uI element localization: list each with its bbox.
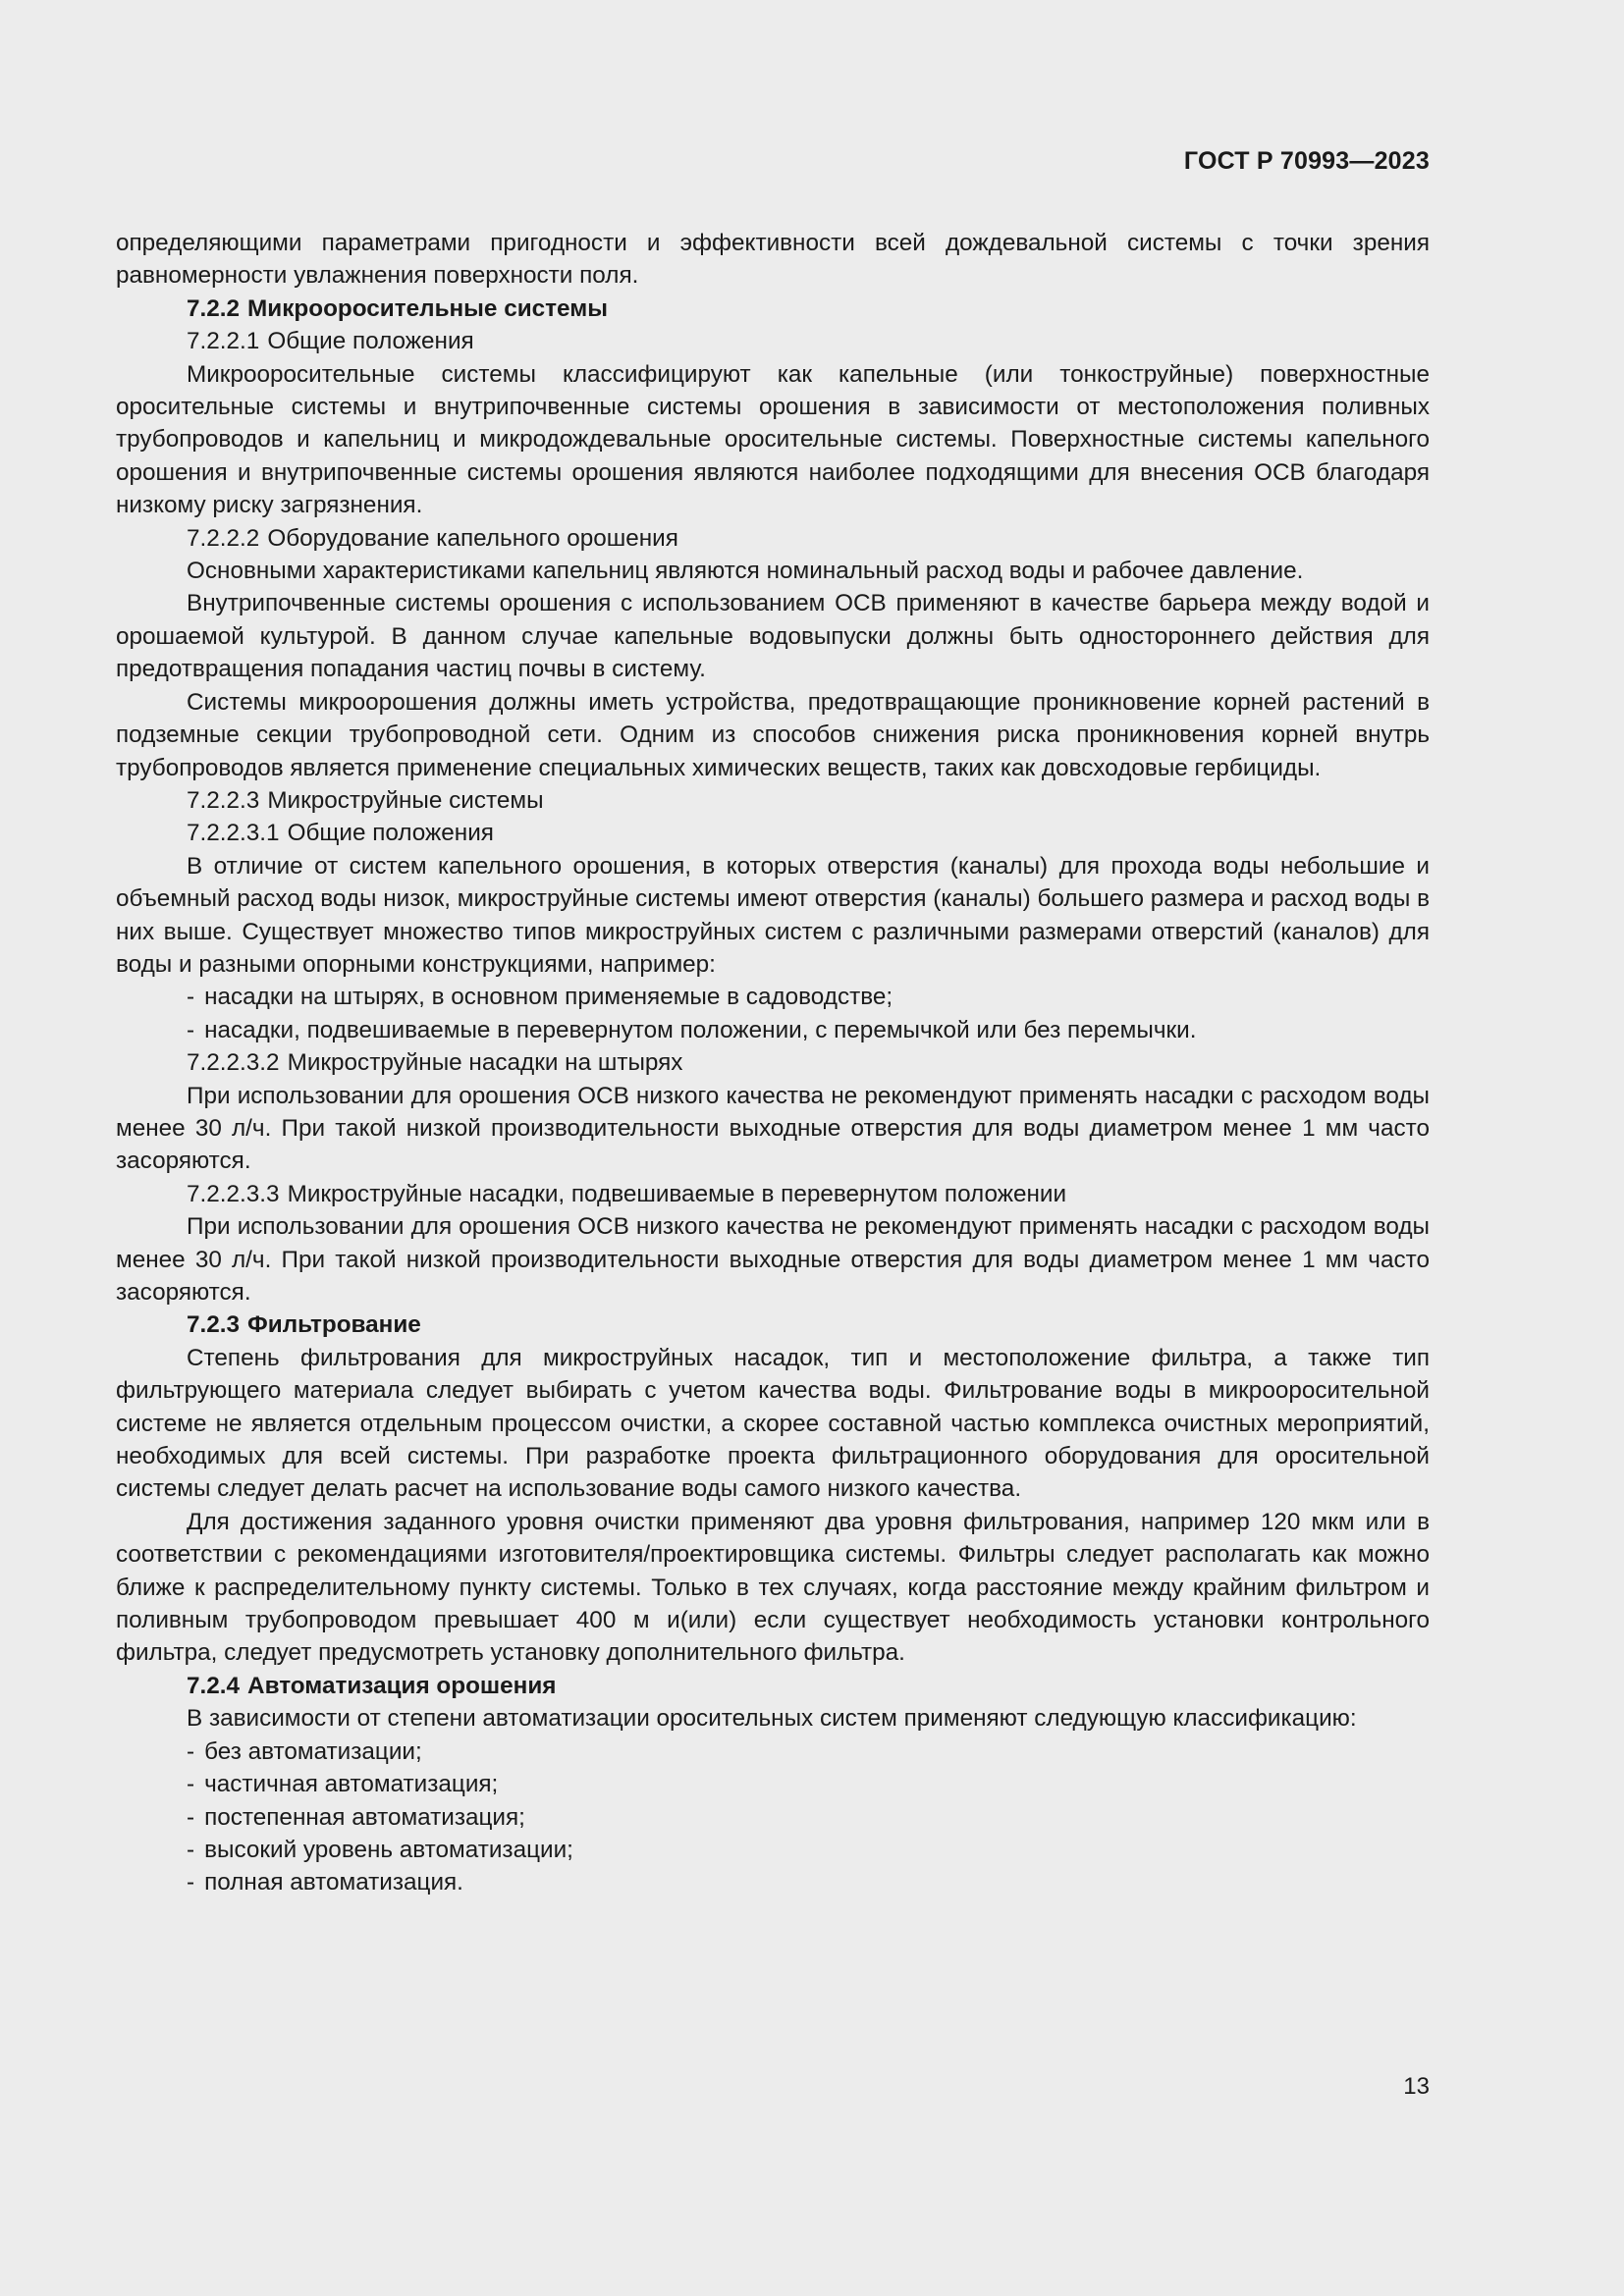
- subsection-heading-7-2-2-3: [116, 784, 1430, 817]
- list-item-text: высокий уровень автоматизации;: [204, 1836, 573, 1863]
- subsection-number: 7.2.2.2: [187, 524, 260, 552]
- subsection-number: 7.2.2.3: [187, 786, 260, 814]
- paragraph: Степень фильтрования для микроструйных насадок, тип и местоположение фильтра, а также тип фильтрующего материала следует выбирать с учетом качества воды. Фильтрование воды в микрооросительной системе не является отдельным процессом очистки, а скорее составной частью комплекса очистных мероприятий, необходимых для всей системы. При разработке проекта фильтрационного оборудования для оросительной системы следует делать расчет на использование воды самого низкого качества.: [116, 1344, 1430, 1503]
- list-item-text: насадки на штырях, в основном применяемые в садоводстве;: [204, 984, 893, 1011]
- subsection-number: 7.2.2.1: [187, 328, 260, 355]
- section-title: Фильтрование: [247, 1311, 421, 1339]
- subsection-title: Микроструйные насадки, подвешиваемые в перевернутом положении: [287, 1180, 1067, 1207]
- document-body: [116, 227, 1430, 1899]
- list-item: [116, 1801, 1430, 1834]
- automation-levels-list: [116, 1735, 1430, 1899]
- list-item: [116, 1834, 1430, 1866]
- paragraph-continuation: определяющими параметрами пригодности и эффективности всей дождевальной системы с точки зрения равномерности увлажнения поверхности поля.: [116, 230, 1430, 290]
- list-marker: -: [187, 1803, 195, 1831]
- list-marker: -: [187, 1771, 195, 1798]
- section-number: 7.2.3: [187, 1311, 241, 1339]
- subsection-number: 7.2.2.3.2: [187, 1049, 280, 1077]
- subsection-title: Общие положения: [287, 820, 494, 847]
- list-item-text: частичная автоматизация;: [204, 1771, 499, 1798]
- subsection-heading-7-2-2-3-1: [116, 817, 1430, 849]
- section-number: 7.2.4: [187, 1672, 241, 1699]
- subsection-heading-7-2-2-3-3: [116, 1178, 1430, 1210]
- list-item-text: без автоматизации;: [204, 1737, 422, 1765]
- paragraph: Для достижения заданного уровня очистки применяют два уровня фильтрования, например 120 мкм или в соответствии с рекомендациями изготовителя/проектировщика системы. Фильтры следует располагать как можно ближе к распределительному пункту системы. Только в тех случаях, когда расстояние между крайним фильтром и поливным трубопроводом превышает 400 м и(или) если существует необходимость установки контрольного фильтра, следует предусмотреть установку дополнительного фильтра.: [116, 1508, 1430, 1667]
- subsection-number: 7.2.2.3.3: [187, 1180, 280, 1207]
- list-item-text: полная автоматизация.: [204, 1869, 463, 1896]
- paragraph: При использовании для орошения ОСВ низкого качества не рекомендуют применять насадки с расходом воды менее 30 л/ч. При такой низкой производительности выходные отверстия для воды диаметром менее 1 мм часто засоряются.: [116, 1082, 1430, 1175]
- list-item: [116, 1014, 1430, 1046]
- subsection-heading-7-2-2-3-2: [116, 1046, 1430, 1079]
- paragraph: Внутрипочвенные системы орошения с использованием ОСВ применяют в качестве барьера между водой и орошаемой культурой. В данном случае капельные водовыпуски должны быть одностороннего действия для предотвращения попадания частиц почвы в систему.: [116, 590, 1430, 683]
- subsection-title: Микроструйные системы: [267, 786, 544, 814]
- section-heading-7-2-2: [116, 293, 1430, 325]
- section-title: Автоматизация орошения: [247, 1672, 557, 1699]
- section-heading-7-2-3: [116, 1308, 1430, 1341]
- paragraph: Микрооросительные системы классифицируют как капельные (или тонкоструйные) поверхностные оросительные системы и внутрипочвенные системы орошения в зависимости от местоположения поливных трубопроводов и капельниц и микродождевальные оросительные системы. Поверхностные системы капельного орошения и внутрипочвенные системы орошения являются наиболее подходящими для внесения ОСВ благодаря низкому риску загрязнения.: [116, 360, 1430, 519]
- list-marker: -: [187, 1836, 195, 1863]
- list-marker: -: [187, 1016, 195, 1043]
- paragraph: В зависимости от степени автоматизации оросительных систем применяют следующую классификацию:: [187, 1705, 1357, 1733]
- section-title: Микрооросительные системы: [247, 294, 608, 322]
- section-heading-7-2-4: [116, 1670, 1430, 1702]
- list-item-text: насадки, подвешиваемые в перевернутом положении, с перемычкой или без перемычки.: [204, 1016, 1197, 1043]
- subsection-title: Общие положения: [267, 328, 474, 355]
- list-item: [116, 1866, 1430, 1898]
- nozzle-types-list: [116, 981, 1430, 1046]
- paragraph: Основными характеристиками капельниц являются номинальный расход воды и рабочее давление.: [187, 558, 1304, 585]
- list-item-text: постепенная автоматизация;: [204, 1803, 525, 1831]
- list-item: [116, 981, 1430, 1013]
- section-number: 7.2.2: [187, 294, 241, 322]
- list-item: [116, 1735, 1430, 1768]
- list-marker: -: [187, 1869, 195, 1896]
- list-item: [116, 1768, 1430, 1800]
- page-number: 13: [1403, 2073, 1430, 2100]
- subsection-title: Оборудование капельного орошения: [267, 524, 678, 552]
- subsection-heading-7-2-2-1: [116, 325, 1430, 357]
- paragraph: В отличие от систем капельного орошения, в которых отверстия (каналы) для прохода воды небольшие и объемный расход воды низок, микроструйные системы имеют отверстия (каналы) большего размера и расход воды в них выше. Существует множество типов микроструйных систем с различными размерами отверстий (каналов) для воды и разными опорными конструкциями, например:: [116, 852, 1430, 978]
- paragraph: При использовании для орошения ОСВ низкого качества не рекомендуют применять насадки с расходом воды менее 30 л/ч. При такой низкой производительности выходные отверстия для воды диаметром менее 1 мм часто засоряются.: [116, 1213, 1430, 1306]
- document-page: [116, 0, 1430, 2296]
- subsection-number: 7.2.2.3.1: [187, 820, 280, 847]
- subsection-title: Микроструйные насадки на штырях: [287, 1049, 683, 1077]
- list-marker: -: [187, 984, 195, 1011]
- document-code-header: ГОСТ Р 70993—2023: [1183, 147, 1430, 175]
- subsection-heading-7-2-2-2: [116, 522, 1430, 555]
- list-marker: -: [187, 1737, 195, 1765]
- paragraph: Системы микроорошения должны иметь устройства, предотвращающие проникновение корней растений в подземные секции трубопроводной сети. Одним из способов снижения риска проникновения корней внутрь трубопроводов является применение специальных химических веществ, таких как довсходовые гербициды.: [116, 688, 1430, 781]
